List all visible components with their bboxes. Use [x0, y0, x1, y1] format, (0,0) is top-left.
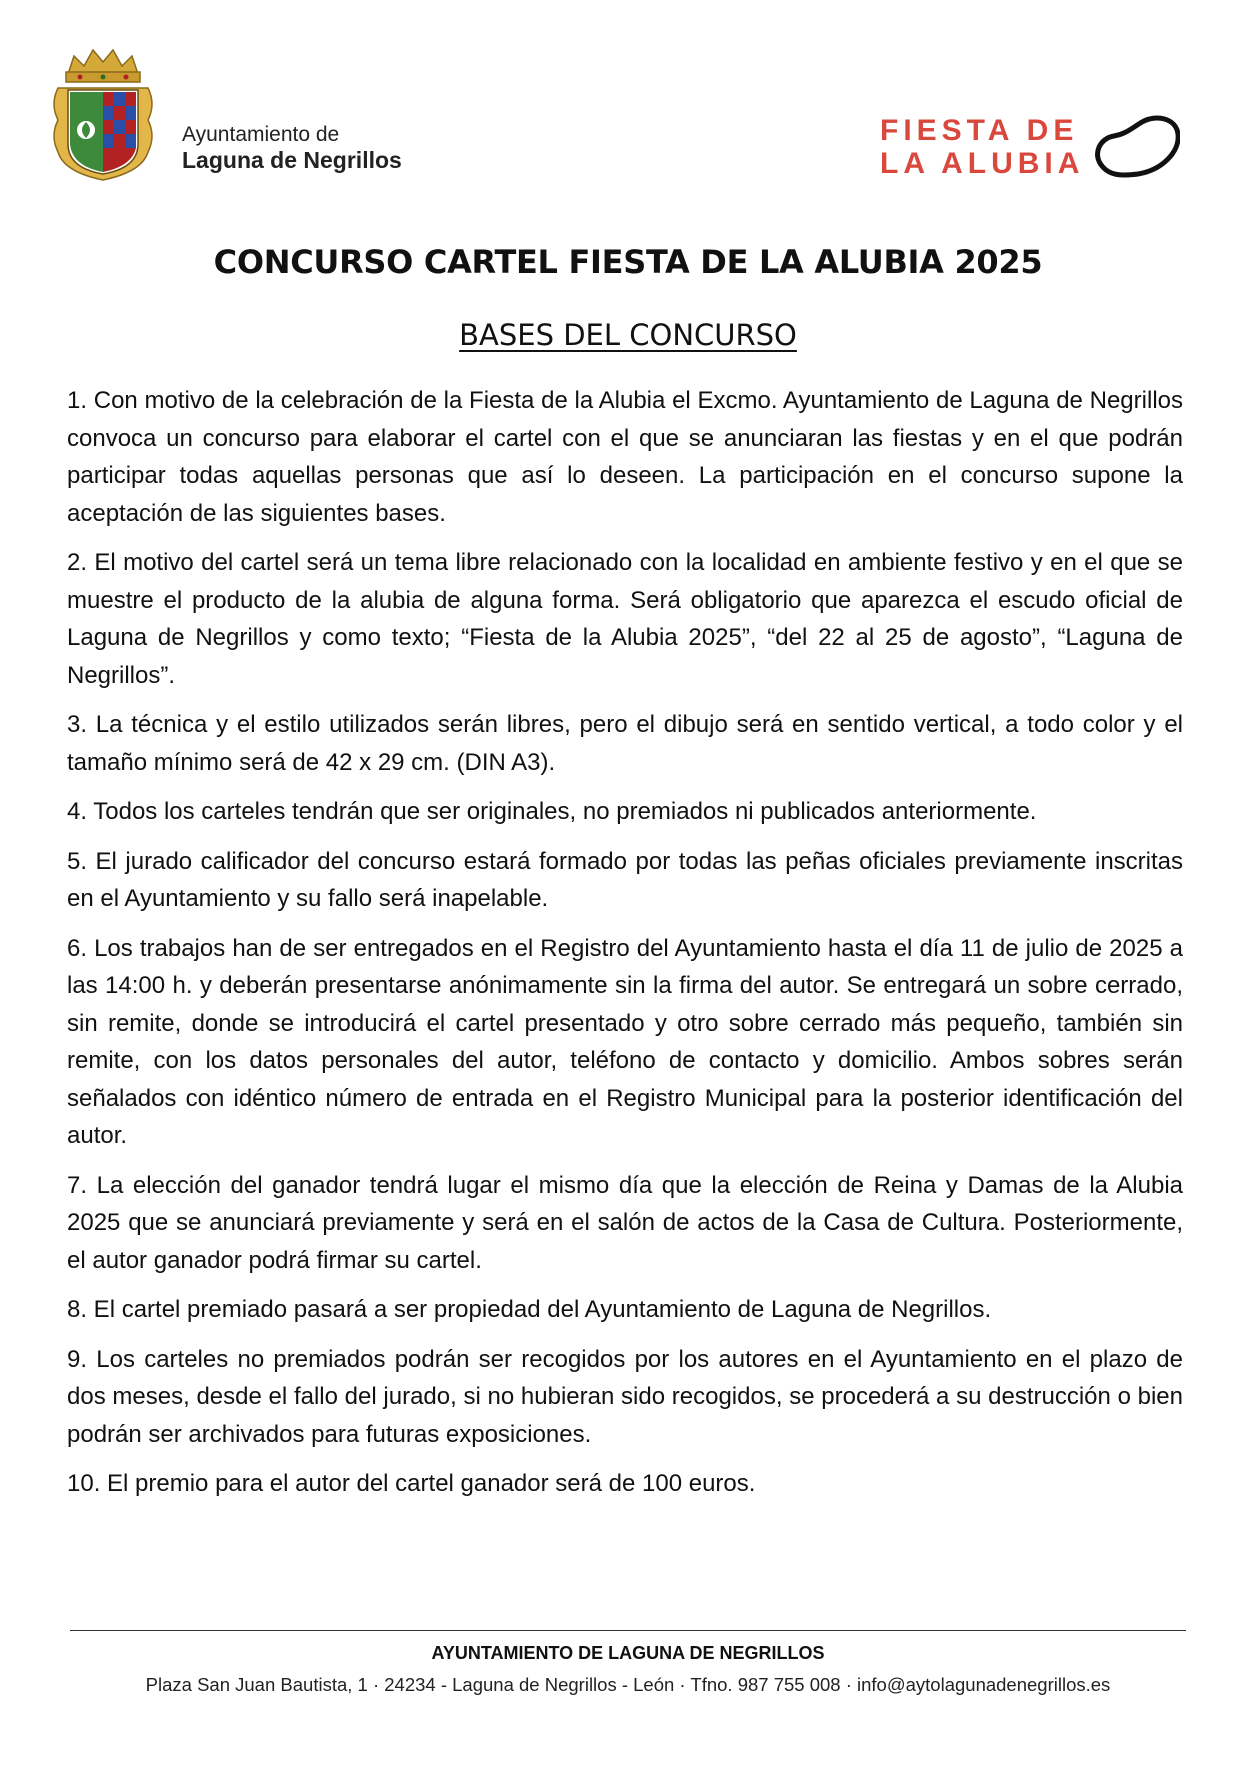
- rule-item: 2. El motivo del cartel será un tema libre relacionado con la localidad en ambiente festivo y en el que se muestre el producto de la alubia de alguna forma. Será obligatorio que aparezca el escudo oficial de Laguna de Negrillos y como texto; “Fiesta de la Alubia 2025”, “del 22 al 25 de agosto”, “Laguna de Negrillos”.: [67, 549, 1183, 689]
- footer-divider: [70, 1630, 1186, 1631]
- page-header: [50, 44, 1180, 194]
- rule-item: 3. La técnica y el estilo utilizados serán libres, pero el dibujo será en sentido vertical, a todo color y el tamaño mínimo será de 42 x 29 cm. (DIN A3).: [67, 711, 1183, 776]
- page-title: CONCURSO CARTEL FIESTA DE LA ALUBIA 2025: [213, 243, 1043, 281]
- fiesta-logo-line1: FIESTA DE: [880, 114, 1079, 147]
- org-name-line2: Laguna de Negrillos: [182, 147, 402, 174]
- footer-title: AYUNTAMIENTO DE LAGUNA DE NEGRILLOS: [431, 1643, 825, 1663]
- org-name: [182, 122, 402, 175]
- rule-item: 7. La elección del ganador tendrá lugar el mismo día que la elección de Reina y Damas de la Alubia 2025 que se anunciará previamente y será en el salón de actos de la Casa de Cultura. Posteriormente, el autor ganador podrá firmar su cartel.: [67, 1171, 1183, 1274]
- footer-address: Plaza San Juan Bautista, 1 · 24234 - Laguna de Negrillos - León · Tfno. 987 755 008 · info@aytolagunadenegrillos.es: [145, 1674, 1111, 1695]
- fiesta-logo-line2: LA ALUBIA: [880, 147, 1085, 180]
- rule-item: 6. Los trabajos han de ser entregados en el Registro del Ayuntamiento hasta el día 11 de julio de 2025 a las 14:00 h. y deberán presentarse anónimamente sin la firma del autor. Se entregará un sobre cerrado, sin remite, donde se introducirá el cartel presentado y otro sobre cerrado más pequeño, también sin remite, con los datos personales del autor, teléfono de contacto y domicilio. Ambos sobres serán señalados con idéntico número de entrada en el Registro Municipal para la posterior identificación del autor.: [67, 934, 1183, 1149]
- rule-item: 4. Todos los carteles tendrán que ser originales, no premiados ni publicados anteriormente.: [67, 798, 1037, 825]
- rules-list: [67, 382, 1183, 1515]
- rule-item: 10. El premio para el autor del cartel ganador será de 100 euros.: [67, 1470, 756, 1497]
- rule-item: 9. Los carteles no premiados podrán ser recogidos por los autores en el Ayuntamiento en el plazo de dos meses, desde el fallo del jurado, si no hubieran sido recogidos, se procederá a su destrucción o bien podrán ser archivados para futuras exposiciones.: [67, 1345, 1183, 1448]
- rule-item: 8. El cartel premiado pasará a ser propiedad del Ayuntamiento de Laguna de Negrillos.: [67, 1296, 992, 1323]
- page-footer: [70, 1630, 1186, 1696]
- bean-icon: [1092, 114, 1180, 178]
- rule-item: 1. Con motivo de la celebración de la Fiesta de la Alubia el Excmo. Ayuntamiento de Laguna de Negrillos convoca un concurso para elaborar el cartel con el que se anunciaran las fiestas y en el que podrán participar todas aquellas personas que así lo deseen. La participación en el concurso supone la aceptación de las siguientes bases.: [67, 387, 1183, 527]
- page-subtitle: [0, 318, 1256, 352]
- fiesta-logo: [880, 114, 1180, 194]
- coat-of-arms-icon: [50, 44, 156, 184]
- org-name-line1: Ayuntamiento de: [182, 123, 340, 146]
- rule-item: 5. El jurado calificador del concurso estará formado por todas las peñas oficiales previamente inscritas en el Ayuntamiento y su fallo será inapelable.: [67, 847, 1183, 912]
- fiesta-logo-text: [880, 114, 1084, 180]
- subtitle-text: BASES DEL CONCURSO: [459, 318, 797, 352]
